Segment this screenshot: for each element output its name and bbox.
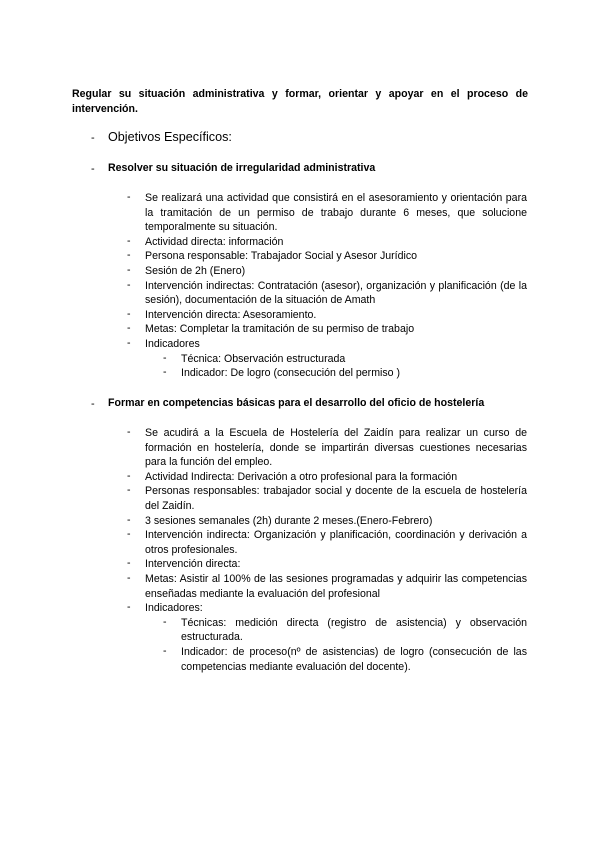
list-item: - Se realizará una actividad que consistirá en el asesoramiento y orientación para la tramitación de un permiso de trabajo durante 6 meses, que solucione temporalmente su situación. — [127, 191, 527, 234]
goal-2-list — [0, 426, 600, 674]
sub-list-item: - Técnica: Observación estructurada — [163, 351, 346, 365]
list-item: - Indicadores: — [127, 601, 203, 615]
list-item: - Persona responsable: Trabajador Social y Asesor Jurídico — [127, 249, 418, 263]
sub-list-item: - Técnicas: medición directa (registro de asistencia) y observación estructurada. — [163, 615, 527, 644]
bullet-dash: - — [91, 398, 95, 410]
sub-list-item: - Indicador: de proceso(nº de asistencias) de logro (consecución de las competencias mediante evaluación del docente). — [163, 644, 527, 673]
list-item: - Metas: Asistir al 100% de las sesiones programadas y adquirir las competencias enseñadas mediante la evaluación del profesional — [127, 571, 527, 600]
list-item: - Metas: Completar la tramitación de su permiso de trabajo — [127, 322, 415, 336]
goal-2-heading: Formar en competencias básicas para el desarrollo del oficio de hostelería — [108, 397, 485, 409]
goal-1-list — [0, 191, 600, 381]
list-item: - Sesión de 2h (Enero) — [127, 263, 246, 277]
sub-list-item: - Indicador: De logro (consecución del permiso ) — [163, 366, 401, 380]
bullet-dash: - — [91, 132, 95, 144]
bullet-dash: - — [91, 163, 95, 175]
list-item: - Personas responsables: trabajador social y docente de la escuela de hostelería del Zaidín. — [127, 484, 527, 512]
list-item: - Intervención directa: Asesoramiento. — [127, 307, 317, 321]
goal-1-heading: Resolver su situación de irregularidad administrativa — [108, 162, 376, 174]
list-item: - 3 sesiones semanales (2h) durante 2 meses.(Enero-Febrero) — [127, 513, 433, 527]
list-item: - Se acudirá a la Escuela de Hostelería del Zaidín para realizar un curso de formación en hostelería, donde se impartirán diversas cuestiones necesarias para la función del empleo. — [127, 426, 527, 469]
list-item: - Intervención indirecta: Organización y planificación, coordinación y derivación a otros profesionales. — [127, 528, 527, 556]
intro-paragraph: Regular su situación administrativa y formar, orientar y apoyar en el proceso de intervención. — [72, 88, 528, 115]
list-item: - Indicadores — [127, 336, 200, 350]
list-item: - Intervención directa: — [127, 557, 241, 571]
list-item: - Actividad Indirecta: Derivación a otro profesional para la formación — [127, 469, 458, 483]
list-item: - Intervención indirectas: Contratación (asesor), organización y planificación (de la sesión), documentación de la situación de Amath — [127, 278, 527, 307]
list-item: - Actividad directa: información — [127, 234, 284, 248]
objectives-heading: Objetivos Específicos: — [108, 130, 232, 144]
